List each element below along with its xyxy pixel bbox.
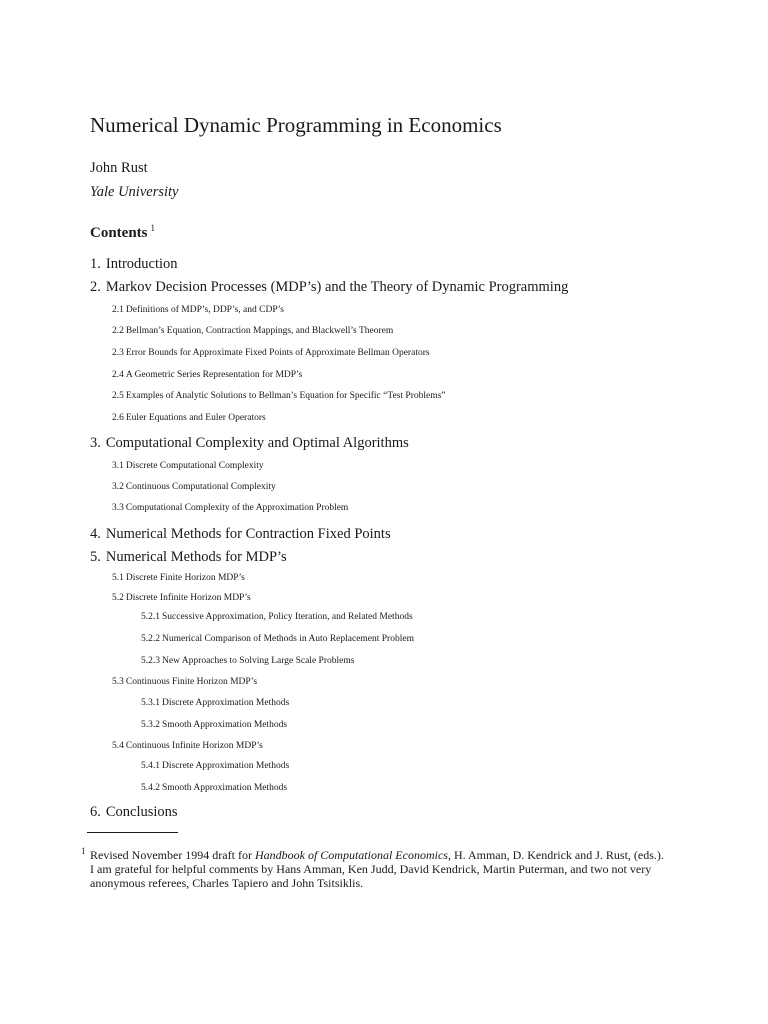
toc-subsection-number: 5.1 bbox=[112, 573, 124, 583]
toc-subsection-number: 2.2 bbox=[112, 326, 124, 336]
footnote-mark: 1 bbox=[81, 846, 86, 856]
toc-subsection-number: 5.3.2 bbox=[141, 720, 160, 730]
toc-subsection-5-4[interactable] bbox=[112, 741, 263, 751]
toc-subsection-5-4-1[interactable] bbox=[141, 761, 289, 771]
toc-subsection-number: 5.3.1 bbox=[141, 698, 160, 708]
toc-subsection-label: Discrete Finite Horizon MDP’s bbox=[125, 573, 245, 583]
toc-subsection-label: A Geometric Series Representation for MDP’s bbox=[125, 370, 303, 380]
toc-section-1[interactable] bbox=[90, 256, 178, 273]
toc-subsection-2-3[interactable] bbox=[112, 348, 430, 358]
toc-subsection-label: New Approaches to Solving Large Scale Problems bbox=[162, 656, 355, 666]
toc-subsection-label: Error Bounds for Approximate Fixed Points of Approximate Bellman Operators bbox=[125, 348, 430, 358]
toc-subsection-number: 5.4.1 bbox=[141, 761, 160, 771]
toc-subsection-number: 2.6 bbox=[112, 413, 124, 423]
toc-subsection-5-3[interactable] bbox=[112, 677, 257, 687]
toc-subsection-number: 5.2.3 bbox=[141, 656, 160, 666]
toc-subsection-5-2-2[interactable] bbox=[141, 634, 414, 644]
toc-subsection-label: Smooth Approximation Methods bbox=[162, 720, 288, 730]
toc-section-5[interactable] bbox=[90, 549, 287, 566]
toc-subsection-label: Continuous Computational Complexity bbox=[125, 482, 276, 492]
toc-subsection-5-2[interactable] bbox=[112, 593, 251, 603]
toc-subsection-5-1[interactable] bbox=[112, 573, 245, 583]
author-affiliation: Yale University bbox=[90, 184, 179, 200]
toc-subsection-label: Continuous Infinite Horizon MDP’s bbox=[125, 741, 263, 751]
toc-subsection-label: Numerical Comparison of Methods in Auto Replacement Problem bbox=[162, 634, 414, 644]
toc-section-number: 3. bbox=[90, 435, 101, 451]
toc-subsection-number: 2.1 bbox=[112, 305, 124, 315]
toc-section-label: Markov Decision Processes (MDP’s) and the Theory of Dynamic Programming bbox=[105, 279, 569, 295]
toc-subsection-2-2[interactable] bbox=[112, 326, 393, 336]
toc-subsection-label: Definitions of MDP’s, DDP’s, and CDP’s bbox=[125, 305, 284, 315]
toc-subsection-3-1[interactable] bbox=[112, 461, 264, 471]
toc-subsection-5-2-3[interactable] bbox=[141, 656, 354, 666]
contents-heading-text: Contents bbox=[90, 225, 148, 241]
toc-section-number: 4. bbox=[90, 526, 101, 542]
author-name: John Rust bbox=[90, 160, 148, 176]
toc-section-number: 5. bbox=[90, 549, 101, 565]
toc-subsection-number: 5.2.2 bbox=[141, 634, 160, 644]
footnote-book-title: Handbook of Computational Economics, bbox=[254, 848, 451, 862]
toc-section-label: Introduction bbox=[105, 256, 178, 272]
toc-subsection-number: 5.2 bbox=[112, 593, 124, 603]
toc-section-6[interactable] bbox=[90, 804, 178, 821]
toc-subsection-number: 5.4 bbox=[112, 741, 124, 751]
toc-section-number: 1. bbox=[90, 256, 101, 272]
toc-subsection-number: 3.1 bbox=[112, 461, 124, 471]
toc-subsection-5-3-2[interactable] bbox=[141, 720, 287, 730]
toc-subsection-number: 5.2.1 bbox=[141, 612, 160, 622]
toc-subsection-label: Discrete Infinite Horizon MDP’s bbox=[125, 593, 251, 603]
toc-subsection-2-1[interactable] bbox=[112, 305, 284, 315]
toc-subsection-3-2[interactable] bbox=[112, 482, 276, 492]
toc-subsection-number: 2.3 bbox=[112, 348, 124, 358]
toc-subsection-number: 3.3 bbox=[112, 503, 124, 513]
toc-subsection-label: Smooth Approximation Methods bbox=[162, 783, 288, 793]
toc-subsection-label: Computational Complexity of the Approximation Problem bbox=[125, 503, 349, 513]
toc-subsection-number: 5.4.2 bbox=[141, 783, 160, 793]
toc-subsection-3-3[interactable] bbox=[112, 503, 348, 513]
footnote-text: H. Amman, D. Kendrick and J. Rust, (eds.). bbox=[450, 848, 664, 862]
toc-subsection-label: Examples of Analytic Solutions to Bellman’s Equation for Specific “Test Problems” bbox=[125, 391, 446, 401]
toc-subsection-label: Discrete Approximation Methods bbox=[162, 698, 290, 708]
toc-subsection-number: 5.3 bbox=[112, 677, 124, 687]
contents-heading bbox=[90, 223, 155, 242]
footnote-ref: 1 bbox=[150, 223, 156, 233]
toc-section-3[interactable] bbox=[90, 435, 409, 452]
toc-section-number: 2. bbox=[90, 279, 101, 295]
toc-section-label: Numerical Methods for MDP’s bbox=[105, 549, 287, 565]
toc-subsection-2-6[interactable] bbox=[112, 413, 266, 423]
toc-section-label: Numerical Methods for Contraction Fixed Points bbox=[105, 526, 391, 542]
toc-subsection-2-5[interactable] bbox=[112, 391, 446, 401]
toc-subsection-number: 3.2 bbox=[112, 482, 124, 492]
toc-subsection-label: Continuous Finite Horizon MDP’s bbox=[125, 677, 258, 687]
toc-section-label: Conclusions bbox=[105, 804, 178, 820]
toc-section-label: Computational Complexity and Optimal Algorithms bbox=[105, 435, 409, 451]
toc-section-2[interactable] bbox=[90, 279, 568, 296]
toc-subsection-label: Discrete Approximation Methods bbox=[162, 761, 290, 771]
toc-section-number: 6. bbox=[90, 804, 101, 820]
paper-title: Numerical Dynamic Programming in Economics bbox=[90, 113, 502, 137]
toc-subsection-2-4[interactable] bbox=[112, 370, 302, 380]
toc-subsection-5-2-1[interactable] bbox=[141, 612, 413, 622]
toc-subsection-5-4-2[interactable] bbox=[141, 783, 287, 793]
toc-subsection-5-3-1[interactable] bbox=[141, 698, 289, 708]
toc-subsection-label: Euler Equations and Euler Operators bbox=[125, 413, 266, 423]
toc-subsection-label: Successive Approximation, Policy Iteration, and Related Methods bbox=[162, 612, 413, 622]
footnote-line-1 bbox=[90, 848, 664, 863]
toc-subsection-number: 2.4 bbox=[112, 370, 124, 380]
toc-subsection-label: Discrete Computational Complexity bbox=[125, 461, 264, 471]
footnote-text: Revised November 1994 draft for bbox=[90, 848, 255, 862]
footnote-line-2: I am grateful for helpful comments by Hans Amman, Ken Judd, David Kendrick, Martin Puterman, and two not very bbox=[90, 862, 652, 876]
footnote-line-3: anonymous referees, Charles Tapiero and John Tsitsiklis. bbox=[90, 876, 364, 890]
toc-subsection-label: Bellman’s Equation, Contraction Mappings, and Blackwell’s Theorem bbox=[125, 326, 394, 336]
footnote-divider bbox=[87, 832, 178, 833]
toc-section-4[interactable] bbox=[90, 526, 391, 543]
toc-subsection-number: 2.5 bbox=[112, 391, 124, 401]
